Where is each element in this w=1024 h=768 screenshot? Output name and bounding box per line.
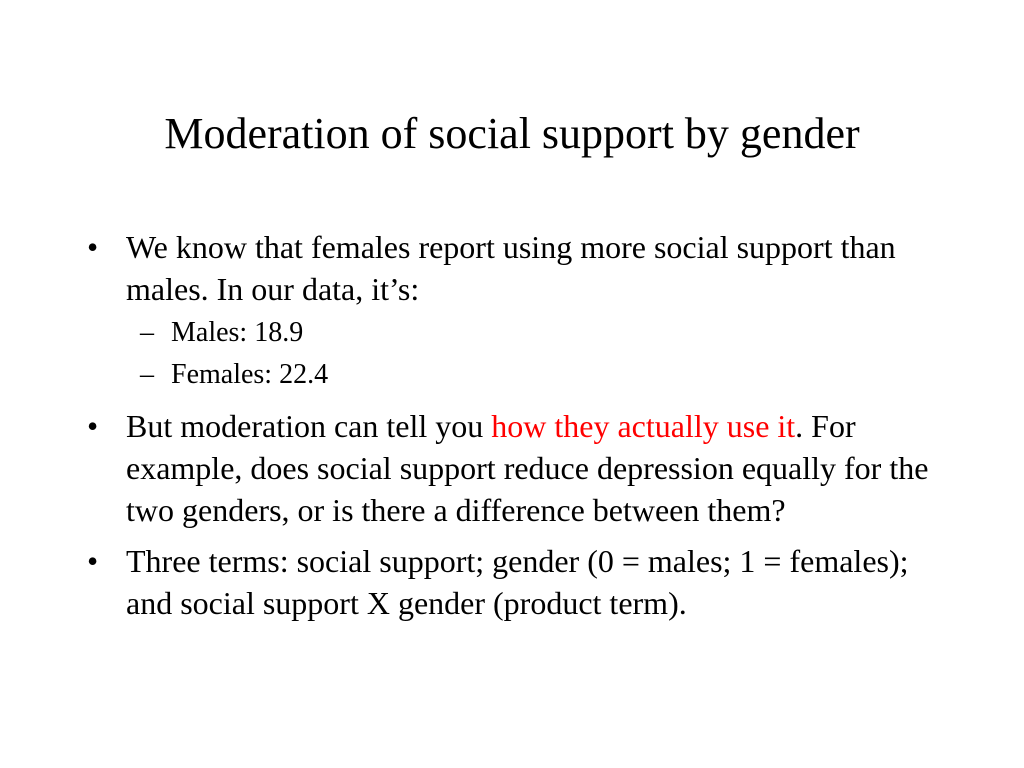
sub-bullet-list — [126, 312, 957, 396]
bullet-icon: • — [87, 543, 99, 579]
bullet-text-before: But moderation can tell you — [126, 408, 492, 444]
bullet-item-moderation — [87, 405, 957, 531]
bullet-item-three-terms — [87, 540, 957, 624]
bullet-item-female-support — [87, 226, 957, 396]
dash-icon: – — [140, 317, 154, 348]
dash-icon: – — [140, 359, 154, 390]
sub-bullet-females — [126, 354, 957, 396]
bullet-icon: • — [87, 229, 99, 265]
slide-title: Moderation of social support by gender — [164, 109, 860, 158]
highlighted-text: how they actually use it — [491, 408, 796, 444]
bullet-list — [87, 226, 957, 633]
sub-bullet-males — [126, 312, 957, 354]
sub-bullet-text: Females: 22.4 — [171, 359, 329, 390]
bullet-text: Three terms: social support; gender (0 = males; 1 = females); and social support X gender (product term). — [126, 543, 909, 621]
bullet-text: We know that females report using more social support than males. In our data, it’s: — [126, 229, 896, 307]
sub-bullet-text: Males: 18.9 — [171, 317, 304, 348]
bullet-text-after: . For example, does social support reduce depression equally for the two genders, or is there a difference between them? — [126, 408, 929, 528]
bullet-icon: • — [87, 408, 99, 444]
